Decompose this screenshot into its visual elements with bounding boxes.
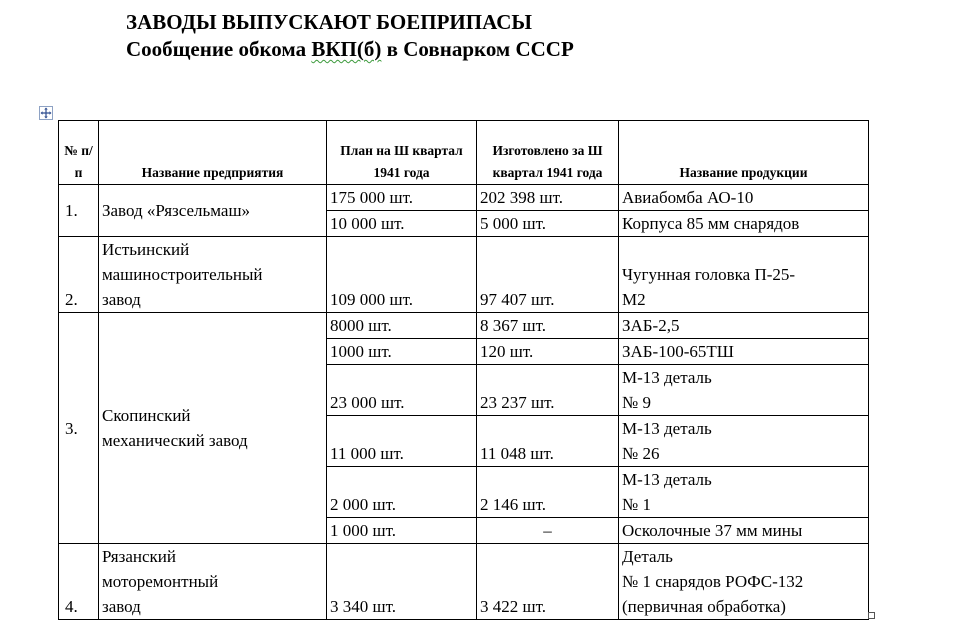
plan-cell: 1000 шт. <box>327 339 477 365</box>
enterprise-name-line: Рязанский <box>102 547 176 566</box>
table-header-row <box>59 121 869 185</box>
enterprise-name <box>99 313 327 544</box>
row-number: 2. <box>59 237 99 313</box>
plan-cell: 2 000 шт. <box>327 467 477 518</box>
row-number: 4. <box>59 544 99 620</box>
product-cell <box>619 237 869 313</box>
produced-cell: 202 398 шт. <box>477 185 619 211</box>
product-cell <box>619 365 869 416</box>
product-line: № 1 снарядов РОФС-132 <box>622 572 804 591</box>
product-cell: Осколочные 37 мм мины <box>619 518 869 544</box>
plan-cell: 1 000 шт. <box>327 518 477 544</box>
produced-cell: 8 367 шт. <box>477 313 619 339</box>
table-resize-handle[interactable] <box>868 612 875 619</box>
produced-cell: 23 237 шт. <box>477 365 619 416</box>
plan-cell: 3 340 шт. <box>327 544 477 620</box>
enterprise-name-line: моторемонтный <box>102 572 219 591</box>
product-line: М-13 деталь <box>622 368 712 387</box>
title-line-1: ЗАВОДЫ ВЫПУСКАЮТ БОЕПРИПАСЫ <box>126 10 532 34</box>
product-line: М-13 деталь <box>622 470 712 489</box>
document-title <box>126 9 574 63</box>
produced-cell: 2 146 шт. <box>477 467 619 518</box>
product-line: № 26 <box>622 444 660 463</box>
enterprise-name-line: Истьинский <box>102 240 190 259</box>
product-line: (первичная обработка) <box>622 597 786 616</box>
product-cell: Корпуса 85 мм снарядов <box>619 211 869 237</box>
produced-cell: 97 407 шт. <box>477 237 619 313</box>
header-plan: План на Ш квартал 1941 года <box>327 121 477 185</box>
produced-cell: 3 422 шт. <box>477 544 619 620</box>
enterprise-name-line: Скопинский <box>102 406 191 425</box>
table-row <box>59 313 869 339</box>
enterprise-name: Завод «Рязсельмаш» <box>99 185 327 237</box>
product-cell <box>619 467 869 518</box>
table-row <box>59 544 869 620</box>
enterprise-name-line: завод <box>102 290 141 309</box>
product-line: № 1 <box>622 495 651 514</box>
product-line: М2 <box>622 290 646 309</box>
table-move-handle-icon[interactable] <box>39 106 53 120</box>
product-line: № 9 <box>622 393 651 412</box>
product-line: М-13 деталь <box>622 419 712 438</box>
plan-cell: 23 000 шт. <box>327 365 477 416</box>
product-cell: ЗАБ-2,5 <box>619 313 869 339</box>
produced-cell: 120 шт. <box>477 339 619 365</box>
product-cell <box>619 544 869 620</box>
product-cell <box>619 416 869 467</box>
product-cell: ЗАБ-100-65ТШ <box>619 339 869 365</box>
table-row <box>59 237 869 313</box>
production-table <box>58 120 869 620</box>
enterprise-name <box>99 237 327 313</box>
row-number: 1. <box>59 185 99 237</box>
product-line: Чугунная головка П-25- <box>622 265 796 284</box>
plan-cell: 11 000 шт. <box>327 416 477 467</box>
title-line-2-start: Сообщение обкома <box>126 37 312 61</box>
product-line: Деталь <box>622 547 673 566</box>
enterprise-name-line: механический завод <box>102 431 248 450</box>
spellcheck-flagged-word: ВКП(б) <box>311 37 382 61</box>
title-line-2-end: в Совнарком СССР <box>381 37 574 61</box>
table-row <box>59 185 869 211</box>
header-product: Название продукции <box>619 121 869 185</box>
produced-cell: 11 048 шт. <box>477 416 619 467</box>
plan-cell: 175 000 шт. <box>327 185 477 211</box>
header-produced: Изготовлено за Ш квартал 1941 года <box>477 121 619 185</box>
enterprise-name-line: машиностроительный <box>102 265 263 284</box>
header-number: № п/п <box>59 121 99 185</box>
plan-cell: 8000 шт. <box>327 313 477 339</box>
enterprise-name-line: завод <box>102 597 141 616</box>
plan-cell: 10 000 шт. <box>327 211 477 237</box>
produced-cell: 5 000 шт. <box>477 211 619 237</box>
row-number: 3. <box>59 313 99 544</box>
product-cell: Авиабомба АО-10 <box>619 185 869 211</box>
produced-cell: – <box>477 518 619 544</box>
plan-cell: 109 000 шт. <box>327 237 477 313</box>
enterprise-name <box>99 544 327 620</box>
header-enterprise: Название предприятия <box>99 121 327 185</box>
